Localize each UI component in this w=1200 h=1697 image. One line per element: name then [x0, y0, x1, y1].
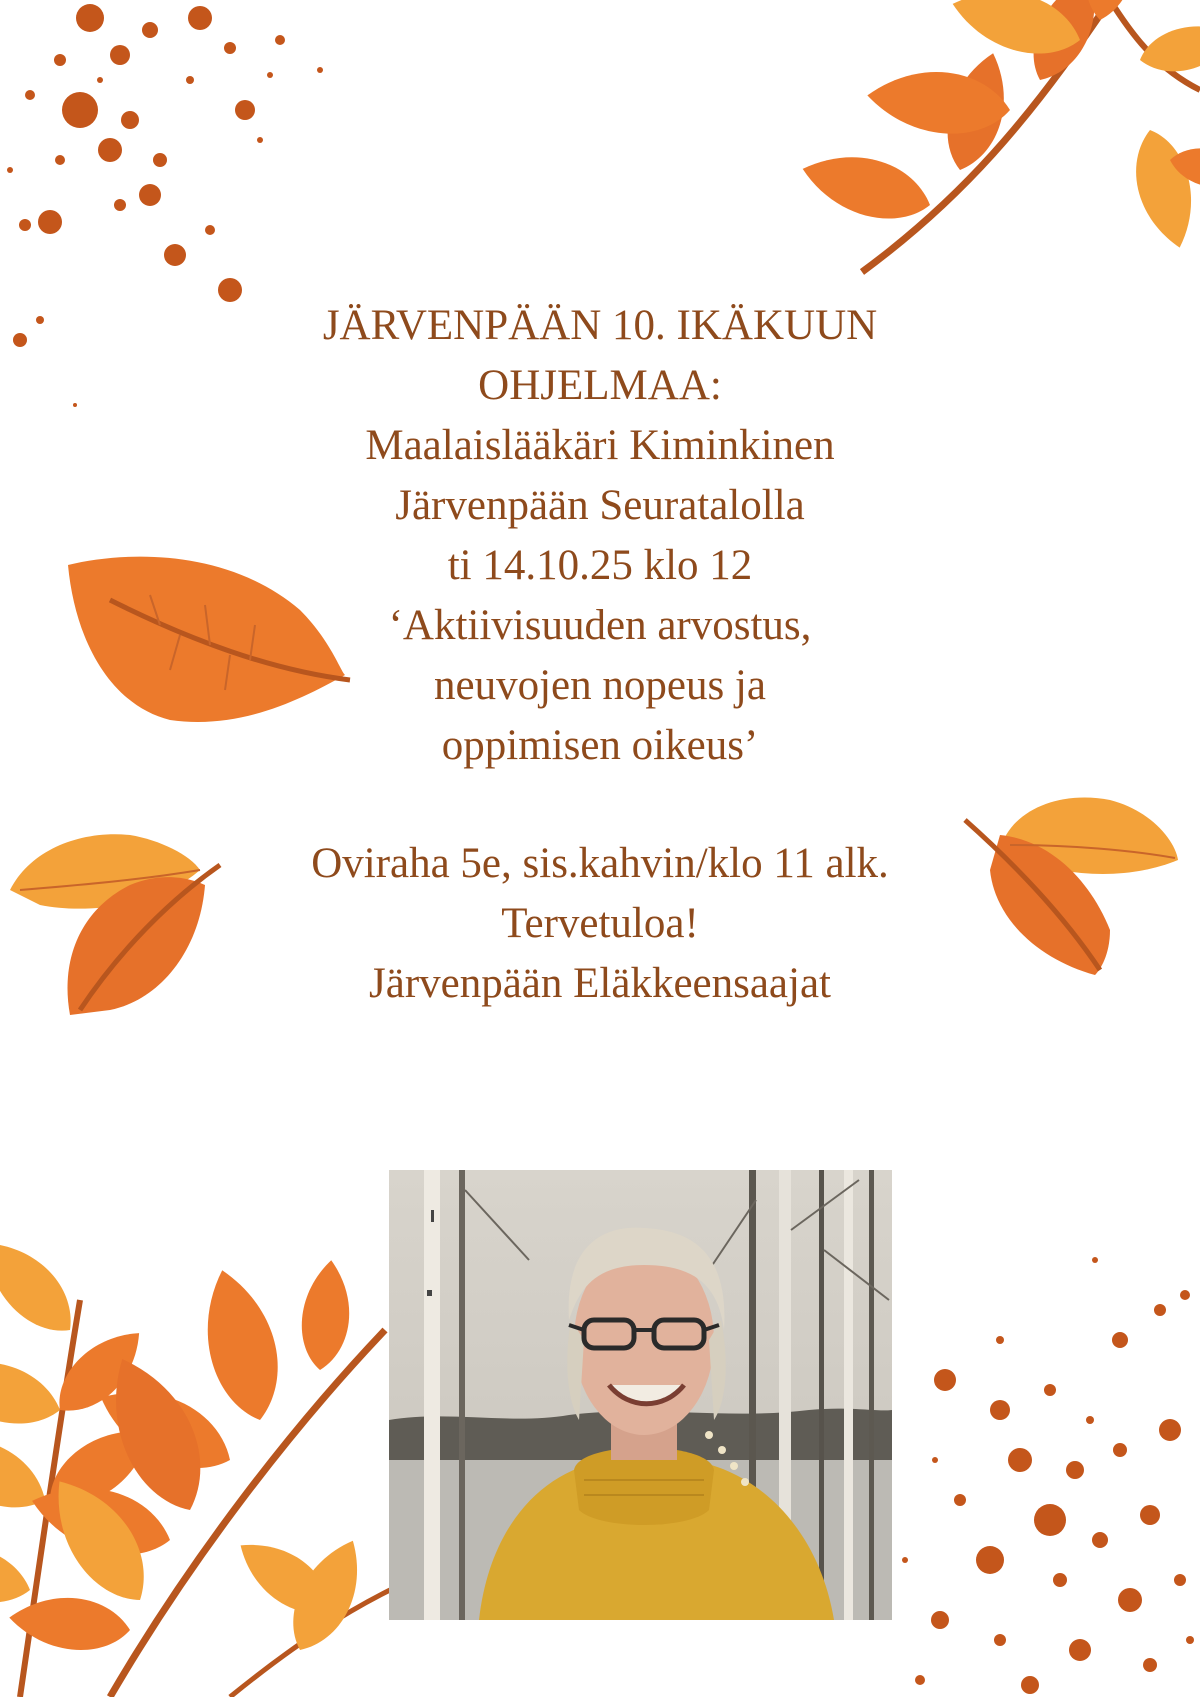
- event-datetime: ti 14.10.25 klo 12: [447, 542, 753, 589]
- speaker-photo: [389, 1170, 892, 1620]
- event-venue: Järvenpään Seuratalolla: [395, 482, 805, 529]
- paint-splatter-icon: [902, 1257, 1194, 1694]
- heading-line-1: JÄRVENPÄÄN 10. IKÄKUUN: [322, 302, 878, 349]
- organizer-name: Järvenpään Eläkkeensaajat: [369, 960, 831, 1007]
- heading-line-2: OHJELMAA:: [478, 362, 722, 409]
- autumn-leaf-icon: [795, 0, 1200, 272]
- autumn-leaf-icon: [0, 1223, 390, 1697]
- topic-line-2: neuvojen nopeus ja: [434, 662, 766, 709]
- welcome-text: Tervetuloa!: [501, 900, 699, 947]
- poster-text-block: [0, 296, 1200, 1014]
- topic-line-3: oppimisen oikeus’: [441, 722, 759, 769]
- entry-fee: Oviraha 5e, sis.kahvin/klo 11 alk.: [311, 840, 889, 887]
- speaker-name: Maalaislääkäri Kiminkinen: [365, 422, 835, 469]
- topic-line-1: ‘Aktiivisuuden arvostus,: [388, 602, 812, 649]
- spacer: [0, 776, 1200, 834]
